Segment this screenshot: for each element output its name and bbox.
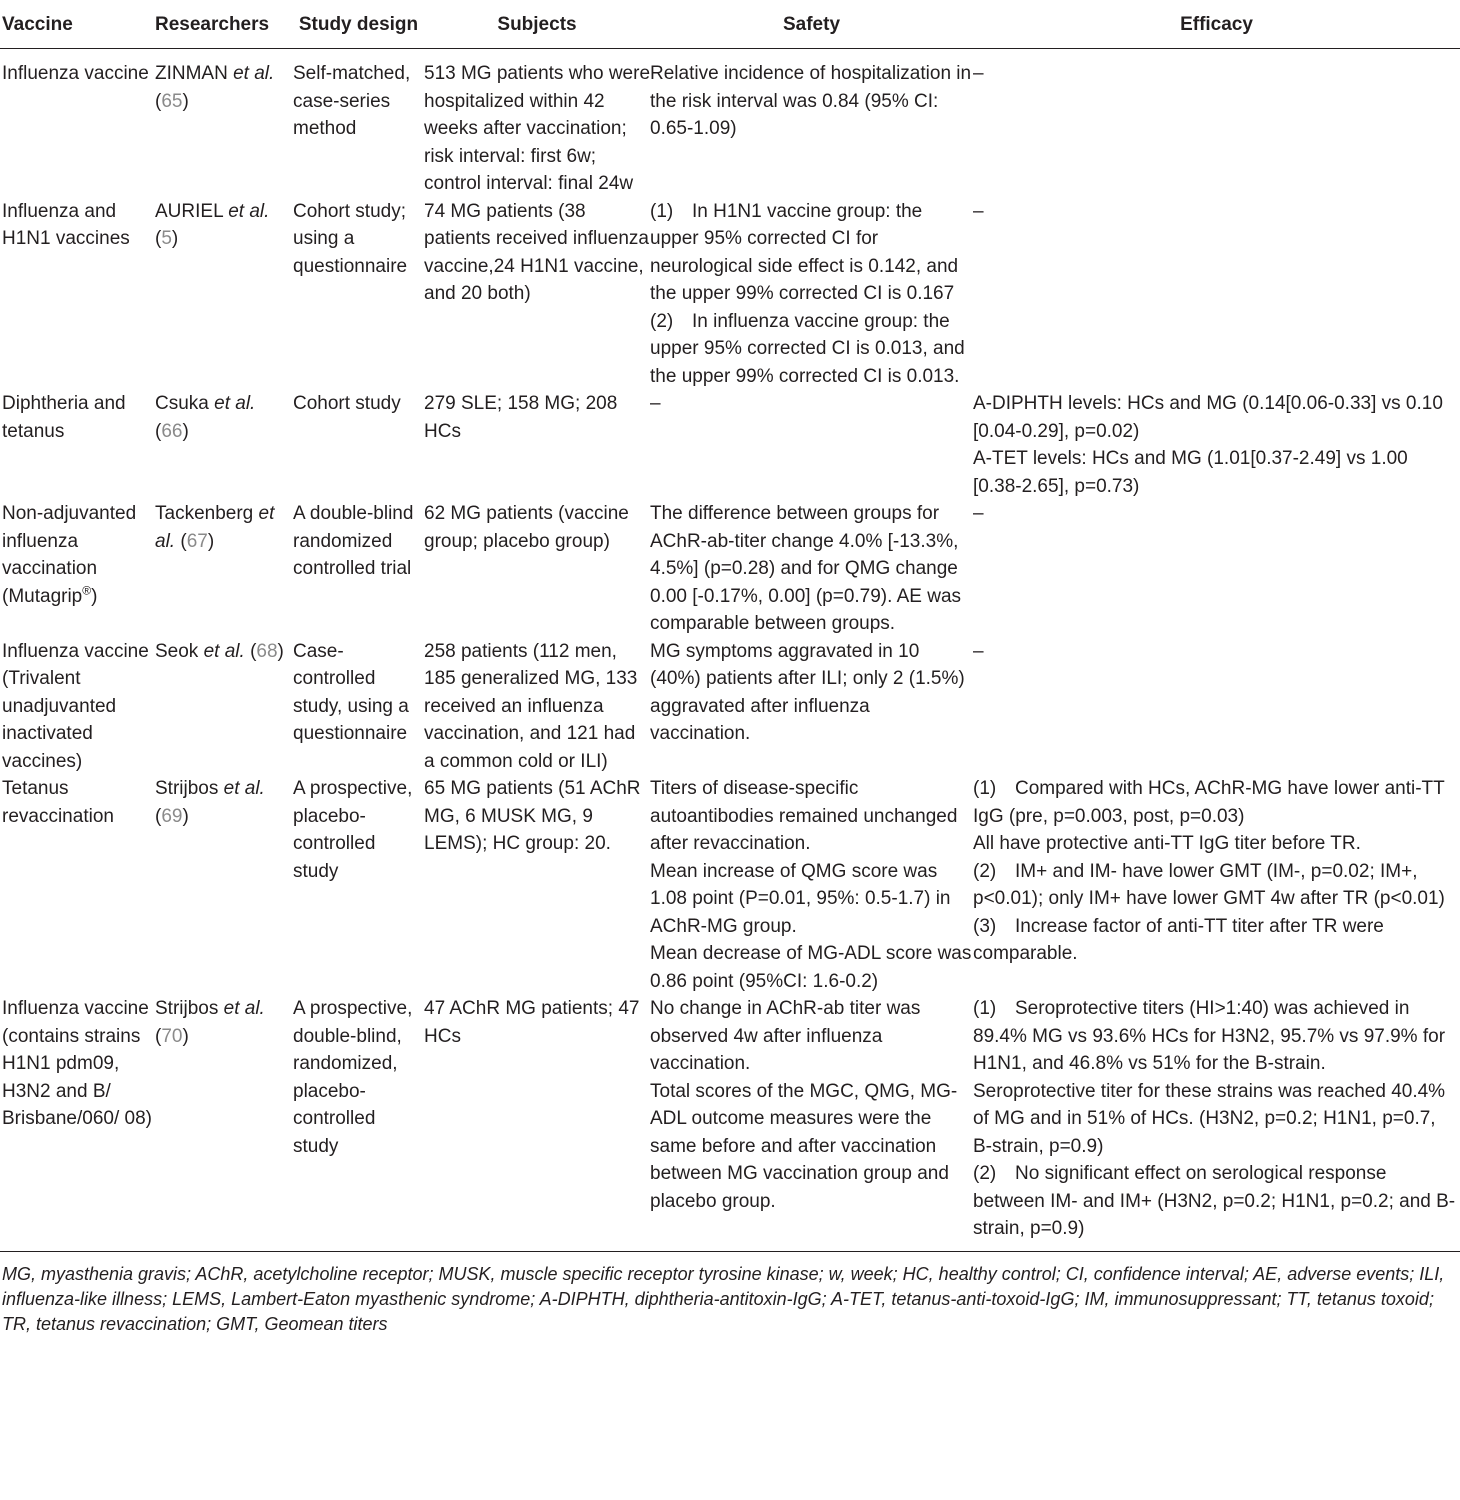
subjects-cell: 258 patients (112 men, 185 generalized MG, 133 received an influenza vaccination, and 121 had a common cold or ILI) (424, 640, 638, 772)
researcher-name: ZINMAN (155, 63, 228, 84)
table-row (0, 638, 1460, 776)
study-design-cell: Self-matched, case-series method (293, 63, 411, 139)
item-number: (1) (973, 998, 997, 1019)
item-number: (2) (650, 310, 674, 332)
safety-paragraph: Mean increase of QMG score was 1.08 point (P=0.01, 95%: 0.5-1.7) in AChR-MG group. (650, 860, 951, 937)
vaccine-name: Influenza vaccine (2, 63, 149, 84)
item-number: (1) (650, 200, 674, 222)
researchers-cell: ZINMAN et al. (65) (155, 63, 275, 112)
vaccine-cell (0, 775, 155, 995)
vaccine-cell (0, 995, 155, 1243)
header-subjects: Subjects (424, 0, 650, 49)
item-number: (1) (973, 778, 997, 799)
vaccine-name-end: ) (91, 585, 98, 607)
efficacy-paragraph (973, 995, 1456, 1078)
table-row (0, 775, 1460, 995)
researcher-name: Tackenberg (155, 503, 254, 524)
efficacy-cell (973, 500, 1460, 638)
safety-cell (650, 638, 973, 776)
researcher-etal: et al. (233, 63, 275, 84)
reference-number: 68 (256, 640, 278, 662)
researcher-etal: et al. (223, 998, 265, 1019)
study-design-cell: Cohort study (293, 393, 401, 414)
subjects-cell: 279 SLE; 158 MG; 208 HCs (424, 393, 618, 442)
safety-paragraph: – (650, 393, 661, 414)
safety-paragraph (650, 308, 973, 391)
researcher-etal: et al. (155, 503, 275, 552)
study-design-cell: A prospective, double-blind, randomized, placebo-controlled study (293, 998, 413, 1157)
researchers-cell: AURIEL et al. (5) (155, 200, 270, 249)
reference-number: 66 (161, 420, 183, 442)
study-design-cell: A double-blind randomized controlled trial (293, 503, 414, 579)
vaccine-cell (0, 390, 155, 500)
vaccine-cell (0, 500, 155, 638)
vaccine-name: Non-adjuvanted influenza vaccination (Mutagrip (2, 503, 137, 607)
efficacy-cell (973, 390, 1460, 500)
safety-cell (650, 500, 973, 638)
efficacy-paragraph (973, 775, 1456, 830)
subjects-cell: 65 MG patients (51 AChR MG, 6 MUSK MG, 9 LEMS); HC group: 20. (424, 778, 641, 854)
researchers-cell: Strijbos et al. (69) (155, 778, 265, 827)
researcher-name: AURIEL (155, 200, 223, 222)
efficacy-paragraph (973, 858, 1456, 913)
efficacy-paragraph: – (973, 640, 984, 662)
researcher-name: Strijbos (155, 778, 219, 799)
efficacy-paragraph: Seroprotective titer for these strains was reached 40.4% of MG and in 51% of HCs. (H3N2, p=0.2; H1N1, p=0.7, B-strain, p=0.9) (973, 1080, 1446, 1157)
efficacy-cell (973, 638, 1460, 776)
efficacy-text: Increase factor of anti-TT titer after TR were comparable. (973, 915, 1384, 964)
efficacy-cell (973, 198, 1460, 391)
reference-number: 67 (186, 530, 208, 552)
safety-cell (650, 390, 973, 500)
researcher-etal: et al. (203, 640, 245, 662)
vaccine-name: Diphtheria and tetanus (2, 393, 126, 442)
safety-paragraph (650, 198, 973, 308)
table-row (0, 198, 1460, 391)
table-header (0, 0, 1460, 49)
header-efficacy: Efficacy (973, 0, 1460, 49)
vaccine-name: Tetanus revaccination (2, 778, 114, 827)
study-design-cell: Cohort study; using a questionnaire (293, 200, 408, 277)
efficacy-paragraph (973, 913, 1456, 968)
reference-number: 5 (161, 228, 172, 249)
safety-text: In influenza vaccine group: the upper 95% corrected CI is 0.013, and the upper 99% corrected CI is 0.013. (650, 310, 965, 387)
subjects-cell: 47 AChR MG patients; 47 HCs (424, 998, 640, 1047)
efficacy-paragraph: A-DIPHTH levels: HCs and MG (0.14[0.06-0.33] vs 0.10 [0.04-0.29], p=0.02) (973, 393, 1443, 442)
vaccine-name: Influenza vaccine (contains strains H1N1 pdm09, H3N2 and B/ Brisbane/060/ 08) (2, 998, 152, 1129)
header-vaccine: Vaccine (0, 0, 155, 49)
researcher-etal: et al. (214, 393, 256, 414)
efficacy-text: Compared with HCs, AChR-MG have lower anti-TT IgG (pre, p=0.003, post, p=0.03) (973, 778, 1445, 827)
researcher-etal: et al. (223, 778, 265, 799)
efficacy-paragraph (973, 1160, 1456, 1243)
reference-number: 65 (161, 90, 183, 112)
item-number: (2) (973, 860, 997, 882)
safety-paragraph: No change in AChR-ab titer was observed 4w after influenza vaccination. (650, 998, 921, 1074)
safety-paragraph: Titers of disease-specific autoantibodies remained unchanged after revaccination. (650, 778, 958, 854)
header-study-design: Study design (293, 0, 424, 49)
table-footnote: MG, myasthenia gravis; AChR, acetylcholine receptor; MUSK, muscle specific receptor tyrosine kinase; w, week; HC, healthy control; CI, confidence interval; AE, adverse events; ILI, influenza-like illness; LEMS, Lambert-Eaton myasthenic syndrome; A-DIPHTH, diphtheria-antitoxin-IgG; A-TET, tetanus-anti-toxoid-IgG; IM, immunosuppressant; TT, tetanus toxoid; TR, tetanus revaccination; GMT, Geomean titers (2, 1263, 1445, 1334)
table-body (0, 49, 1460, 1243)
table-row (0, 995, 1460, 1243)
safety-paragraph: The difference between groups for AChR-ab-titer change 4.0% [-13.3%, 4.5%] (p=0.28) and for QMG change 0.00 [-0.17%, 0.00] (p=0.79). AE was comparable between groups. (650, 503, 962, 634)
subjects-cell: 62 MG patients (vaccine group; placebo group) (424, 503, 629, 552)
researchers-cell: Csuka et al. (66) (155, 393, 256, 442)
registered-mark: ® (82, 583, 92, 598)
researchers-cell: Strijbos et al. (70) (155, 998, 265, 1047)
efficacy-text: IM+ and IM- have lower GMT (IM-, p=0.02; IM+, p<0.01); only IM+ have lower GMT 4w after TR (p<0.01) (973, 860, 1445, 909)
item-number: (3) (973, 915, 997, 937)
researcher-name: Csuka (155, 393, 209, 414)
safety-cell (650, 775, 973, 995)
safety-paragraph: Mean decrease of MG-ADL score was 0.86 point (95%CI: 1.6-0.2) (650, 943, 972, 992)
efficacy-paragraph: – (973, 503, 984, 524)
table-row (0, 390, 1460, 500)
efficacy-paragraph: A-TET levels: HCs and MG (1.01[0.37-2.49] vs 1.00 [0.38-2.65], p=0.73) (973, 448, 1408, 497)
vaccine-cell (0, 198, 155, 391)
study-design-cell: Case-controlled study, using a questionnaire (293, 640, 409, 744)
efficacy-paragraph: All have protective anti-TT IgG titer before TR. (973, 833, 1361, 854)
researcher-name: Strijbos (155, 998, 219, 1019)
researchers-cell: Tackenberg et al. (67) (155, 503, 275, 552)
vaccine-name: Influenza vaccine (Trivalent unadjuvanted inactivated vaccines) (2, 640, 149, 772)
item-number: (2) (973, 1163, 997, 1184)
subjects-cell: 74 MG patients (38 patients received influenza vaccine,24 H1N1 vaccine, and 20 both) (424, 200, 649, 304)
efficacy-paragraph: – (973, 200, 984, 222)
header-researchers: Researchers (155, 0, 293, 49)
efficacy-text: Seroprotective titers (HI>1:40) was achieved in 89.4% MG vs 93.6% HCs for H3N2, 95.7% vs 97.9% for H1N1, and 46.8% vs 51% for the B-strain. (973, 998, 1446, 1074)
header-row (0, 0, 1460, 49)
researcher-etal: et al. (228, 200, 270, 222)
safety-text: In H1N1 vaccine group: the upper 95% corrected CI for neurological side effect is 0.142, and the upper 99% corrected CI is 0.167 (650, 200, 959, 304)
table-row (0, 500, 1460, 638)
researcher-name: Seok (155, 640, 199, 662)
efficacy-text: No significant effect on serological response between IM- and IM+ (H3N2, p=0.2; H1N1, p=0.2; and B-strain, p=0.9) (973, 1163, 1456, 1239)
efficacy-cell (973, 49, 1460, 198)
header-safety: Safety (650, 0, 973, 49)
study-design-cell: A prospective, placebo-controlled study (293, 778, 413, 882)
vaccine-cell (0, 49, 155, 198)
reference-number: 69 (161, 805, 183, 827)
reference-number: 70 (161, 1025, 183, 1047)
vaccine-name: Influenza and H1N1 vaccines (2, 200, 130, 249)
safety-cell (650, 198, 973, 391)
researchers-cell: Seok et al. (68) (155, 640, 284, 662)
efficacy-paragraph: – (973, 63, 984, 84)
safety-cell (650, 995, 973, 1243)
safety-paragraph: MG symptoms aggravated in 10 (40%) patients after ILI; only 2 (1.5%) aggravated after influenza vaccination. (650, 640, 965, 744)
vaccine-cell (0, 638, 155, 776)
table-row (0, 49, 1460, 198)
subjects-cell: 513 MG patients who were hospitalized within 42 weeks after vaccination; risk interval: first 6w; control interval: final 24w (424, 63, 651, 194)
safety-paragraph: Relative incidence of hospitalization in the risk interval was 0.84 (95% CI: 0.65-1.09) (650, 63, 972, 139)
safety-cell (650, 49, 973, 198)
efficacy-cell (973, 775, 1460, 995)
safety-paragraph: Total scores of the MGC, QMG, MG-ADL outcome measures were the same before and after vaccination between MG vaccination group and placebo group. (650, 1080, 958, 1212)
efficacy-cell (973, 995, 1460, 1243)
